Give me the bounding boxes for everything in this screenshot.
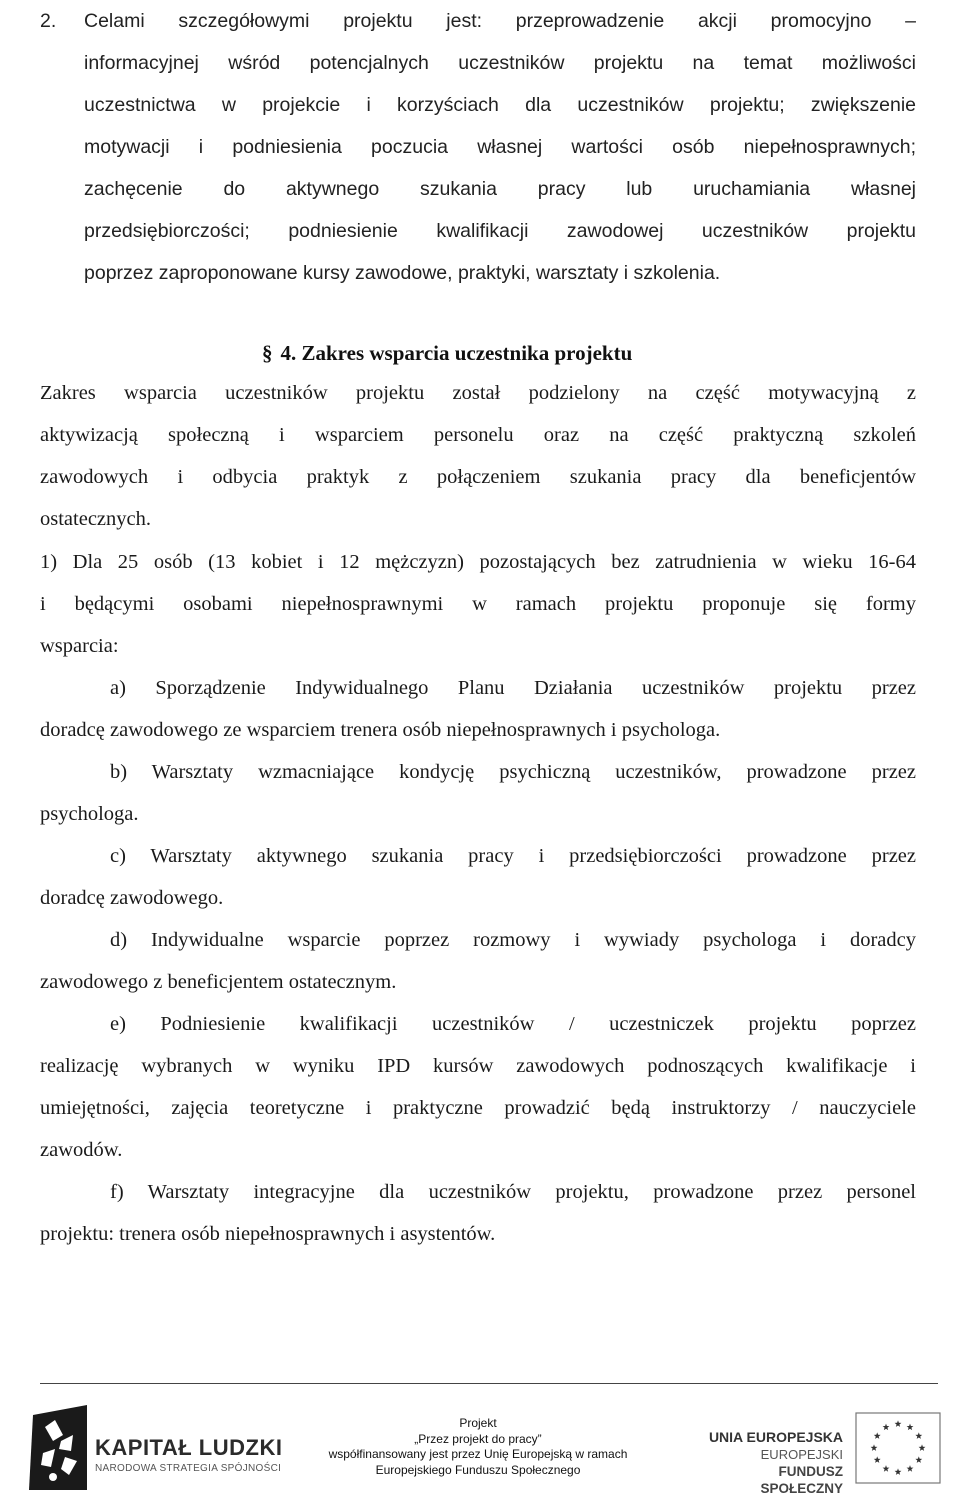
list-item-c bbox=[40, 835, 916, 919]
text-line: motywacji i podniesienia poczucia własnej wartości osób niepełnosprawnych; bbox=[84, 136, 916, 158]
text-line: uczestnictwa w projekcie i korzyściach dla uczestników projektu; zwiększenie bbox=[84, 94, 916, 116]
footer-divider bbox=[40, 1383, 938, 1384]
intro-item-text bbox=[84, 0, 916, 294]
text-line: d) Indywidualne wsparcie poprzez rozmowy i wywiady psychologa i doradcy bbox=[110, 929, 916, 951]
section-heading bbox=[262, 333, 632, 373]
point-1 bbox=[40, 541, 916, 667]
kapital-ludzki-icon bbox=[25, 1405, 91, 1490]
text-line: zawodowych i odbycia praktyk z połączeniem szukania pracy dla beneficjentów bbox=[40, 466, 916, 488]
text-line: 1) Dla 25 osób (13 kobiet i 12 mężczyzn) pozostających bez zatrudnienia w wieku 16-64 bbox=[40, 551, 916, 573]
eu-line-3: FUNDUSZ SPOŁECZNY bbox=[760, 1464, 843, 1496]
text-line: aktywizacją społeczną i wsparciem personelu oraz na część praktyczną szkoleń bbox=[40, 424, 916, 446]
text-line: a) Sporządzenie Indywidualnego Planu Działania uczestników projektu przez bbox=[110, 677, 916, 699]
section-symbol: § bbox=[262, 341, 273, 365]
text-line: realizację wybranych w wyniku IPD kursów zawodowych podnoszących kwalifikacje i bbox=[40, 1055, 916, 1077]
note-line: Europejskiego Funduszu Społecznego bbox=[375, 1462, 581, 1477]
intro-item bbox=[40, 0, 916, 294]
text-line: f) Warsztaty integracyjne dla uczestników projektu, prowadzone przez personel bbox=[110, 1181, 916, 1203]
list-item-b bbox=[40, 751, 916, 835]
text-line: projektu: trenera osób niepełnosprawnych i asystentów. bbox=[40, 1223, 496, 1245]
text-line: ostatecznych. bbox=[40, 508, 151, 530]
list-item-f bbox=[40, 1171, 916, 1255]
text-line: przedsiębiorczości; podniesienie kwalifikacji zawodowej uczestników projektu bbox=[84, 220, 916, 242]
eu-line-2: EUROPEJSKI bbox=[760, 1447, 843, 1462]
list-item-a bbox=[40, 667, 916, 751]
text-line: umiejętności, zajęcia teoretyczne i praktyczne prowadzić będą instruktorzy / nauczyciele bbox=[40, 1097, 916, 1119]
text-line: c) Warsztaty aktywnego szukania pracy i przedsiębiorczości prowadzone przez bbox=[110, 845, 916, 867]
eu-flag-icon bbox=[855, 1412, 941, 1484]
project-note bbox=[318, 1416, 638, 1478]
section-title: 4. Zakres wsparcia uczestnika projektu bbox=[280, 341, 633, 365]
text-line: zawodów. bbox=[40, 1139, 123, 1161]
text-line: psychologa. bbox=[40, 803, 139, 825]
text-line: i będącymi osobami niepełnosprawnymi w ramach projektu proponuje się formy bbox=[40, 593, 916, 615]
text-line: Celami szczegółowymi projektu jest: przeprowadzenie akcji promocyjno – bbox=[84, 10, 916, 32]
note-line: „Przez projekt do pracy” bbox=[414, 1431, 542, 1446]
text-line: zachęcenie do aktywnego szukania pracy lub uruchamiania własnej bbox=[84, 178, 916, 200]
text-line: b) Warsztaty wzmacniające kondycję psychiczną uczestników, prowadzone przez bbox=[110, 761, 916, 783]
list-item-d bbox=[40, 919, 916, 1003]
item-number: 2. bbox=[40, 10, 57, 32]
text-line: wsparcia: bbox=[40, 635, 119, 657]
logo-subtitle: NARODOWA STRATEGIA SPÓJNOŚCI bbox=[95, 1463, 282, 1474]
kapital-ludzki-logo bbox=[25, 1405, 285, 1490]
note-line: współfinansowany jest przez Unię Europejską w ramach bbox=[328, 1447, 628, 1461]
eu-line-1: UNIA EUROPEJSKA bbox=[708, 1429, 843, 1445]
text-line: e) Podniesienie kwalifikacji uczestników / uczestniczek projektu poprzez bbox=[110, 1013, 916, 1035]
list-item-e bbox=[40, 1003, 916, 1171]
text-line: doradcę zawodowego. bbox=[40, 887, 224, 909]
section-paragraph bbox=[40, 372, 916, 540]
text-line: zawodowego z beneficjentem ostatecznym. bbox=[40, 971, 397, 993]
logo-title: KAPITAŁ LUDZKI bbox=[95, 1435, 283, 1460]
text-line: informacyjnej wśród potencjalnych uczestników projektu na temat możliwości bbox=[84, 52, 916, 74]
note-line: Projekt bbox=[459, 1416, 497, 1430]
eu-logo-text bbox=[695, 1428, 843, 1497]
text-line: Zakres wsparcia uczestników projektu został podzielony na część motywacyjną z bbox=[40, 382, 916, 404]
support-list bbox=[40, 667, 916, 1255]
text-line: doradcę zawodowego ze wsparciem trenera osób niepełnosprawnych i psychologa. bbox=[40, 719, 721, 741]
text-line: poprzez zaproponowane kursy zawodowe, praktyki, warsztaty i szkolenia. bbox=[84, 262, 721, 284]
